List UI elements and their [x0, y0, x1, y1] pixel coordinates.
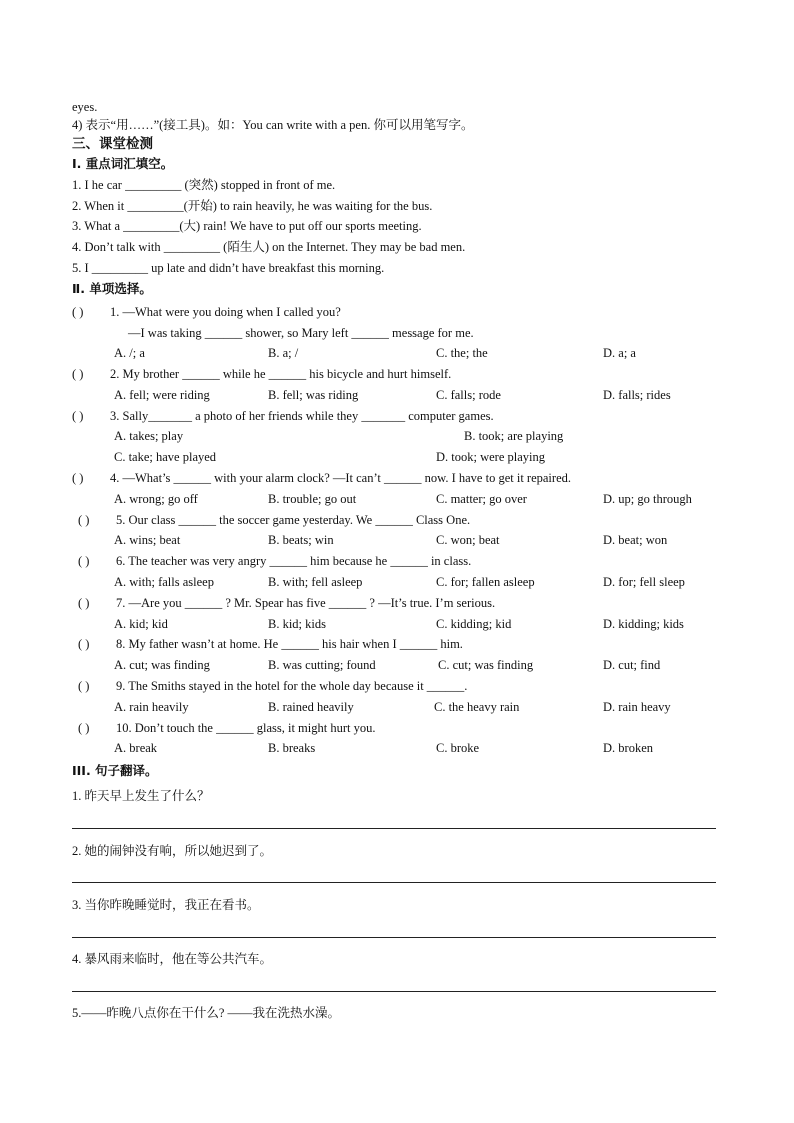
answer-paren: ( )	[78, 721, 90, 735]
part1-item: 5. I _________ up late and didn’t have breakfast this morning.	[72, 261, 385, 275]
answer-line[interactable]	[72, 937, 716, 938]
question-stem: 1. —What were you doing when I called you?	[110, 305, 341, 319]
option-a: A. wrong; go off	[114, 492, 198, 506]
option-d: D. broken	[603, 741, 653, 755]
answer-paren: ( )	[78, 596, 90, 610]
intro-line-2: 4) 表示“用……”(接工具)。如：You can write with a pen. 你可以用笔写字。	[72, 118, 474, 132]
option-d: D. cut; find	[603, 658, 661, 672]
question-stem: 9. The Smiths stayed in the hotel for the whole day because it ______.	[116, 679, 468, 693]
option-c: C. matter; go over	[436, 492, 527, 506]
option-a: A. with; falls asleep	[114, 575, 214, 589]
answer-line[interactable]	[72, 828, 716, 829]
question-stem: 8. My father wasn’t at home. He ______ his hair when I ______ him.	[116, 637, 463, 651]
part2-title: Ⅱ. 单项选择。	[72, 281, 152, 296]
option-b: B. trouble; go out	[268, 492, 357, 506]
option-c: C. the; the	[436, 346, 488, 360]
part1-item: 2. When it _________(开始) to rain heavily, he was waiting for the bus.	[72, 199, 433, 213]
option-b: B. beats; win	[268, 533, 334, 547]
part3-title: III. 句子翻译。	[72, 763, 158, 778]
option-d: D. a; a	[603, 346, 636, 360]
option-a: A. fell; were riding	[114, 388, 210, 402]
option-d: D. up; go through	[603, 492, 692, 506]
translation-prompt: 4. 暴风雨来临时，他在等公共汽车。	[72, 952, 273, 966]
option-c: C. falls; rode	[436, 388, 501, 402]
option-d: D. beat; won	[603, 533, 668, 547]
answer-line[interactable]	[72, 991, 716, 992]
option-c: C. for; fallen asleep	[436, 575, 535, 589]
part1-item: 3. What a _________(大) rain! We have to put off our sports meeting.	[72, 219, 422, 233]
option-b: B. with; fell asleep	[268, 575, 363, 589]
answer-paren: ( )	[78, 679, 90, 693]
option-b: B. a; /	[268, 346, 299, 360]
translation-prompt: 2. 她的闹钟没有响，所以她迟到了。	[72, 844, 273, 858]
section-title: 三、课堂检测	[72, 136, 153, 152]
option-c: C. won; beat	[436, 533, 500, 547]
answer-paren: ( )	[78, 513, 90, 527]
option-d: D. rain heavy	[603, 700, 671, 714]
intro-line-1: eyes.	[72, 100, 98, 114]
question-stem: 2. My brother ______ while he ______ his bicycle and hurt himself.	[110, 367, 452, 381]
option-a: A. kid; kid	[114, 617, 168, 631]
answer-paren: ( )	[78, 554, 90, 568]
question-stem: 4. —What’s ______ with your alarm clock? —It can’t ______ now. I have to get it repaired.	[110, 471, 571, 485]
option-c: C. kidding; kid	[436, 617, 512, 631]
option-c: C. the heavy rain	[434, 700, 520, 714]
option-a: A. wins; beat	[114, 533, 181, 547]
translation-prompt: 1. 昨天早上发生了什么？	[72, 789, 210, 803]
question-stem: 10. Don’t touch the ______ glass, it might hurt you.	[116, 721, 376, 735]
answer-paren: ( )	[72, 409, 84, 423]
option-a: A. break	[114, 741, 158, 755]
part1-item: 1. I he car _________ (突然) stopped in front of me.	[72, 178, 336, 192]
option-b: B. was cutting; found	[268, 658, 376, 672]
question-stem: 3. Sally_______ a photo of her friends while they _______ computer games.	[110, 409, 494, 423]
part1-title: Ⅰ. 重点词汇填空。	[72, 156, 174, 171]
option-c: C. broke	[436, 741, 480, 755]
option-a: A. takes; play	[114, 429, 184, 443]
option-c: C. cut; was finding	[438, 658, 534, 672]
option-d: D. took; were playing	[436, 450, 546, 464]
question-stem: 7. —Are you ______ ? Mr. Spear has five ______ ? —It’s true. I’m serious.	[116, 596, 496, 610]
question-stem: 6. The teacher was very angry ______ him because he ______ in class.	[116, 554, 472, 568]
option-d: D. for; fell sleep	[603, 575, 685, 589]
translation-prompt: 3. 当你昨晚睡觉时，我正在看书。	[72, 898, 260, 912]
answer-paren: ( )	[78, 637, 90, 651]
option-a: A. /; a	[114, 346, 145, 360]
option-b: B. breaks	[268, 741, 316, 755]
option-d: D. falls; rides	[603, 388, 671, 402]
answer-paren: ( )	[72, 471, 84, 485]
option-a: A. cut; was finding	[114, 658, 210, 672]
part1-item: 4. Don’t talk with _________ (陌生人) on the Internet. They may be bad men.	[72, 240, 466, 254]
option-b: B. rained heavily	[268, 700, 354, 714]
translation-prompt: 5.——昨晚八点你在干什么? ——我在洗热水澡。	[72, 1006, 341, 1020]
question-stem-line2: —I was taking ______ shower, so Mary left ______ message for me.	[128, 326, 474, 340]
option-b: B. fell; was riding	[268, 388, 359, 402]
question-stem: 5. Our class ______ the soccer game yesterday. We ______ Class One.	[116, 513, 471, 527]
option-c: C. take; have played	[114, 450, 217, 464]
option-d: D. kidding; kids	[603, 617, 684, 631]
option-b: B. kid; kids	[268, 617, 326, 631]
option-b: B. took; are playing	[464, 429, 564, 443]
answer-paren: ( )	[72, 367, 84, 381]
option-a: A. rain heavily	[114, 700, 189, 714]
answer-paren: ( )	[72, 305, 84, 319]
answer-line[interactable]	[72, 882, 716, 883]
